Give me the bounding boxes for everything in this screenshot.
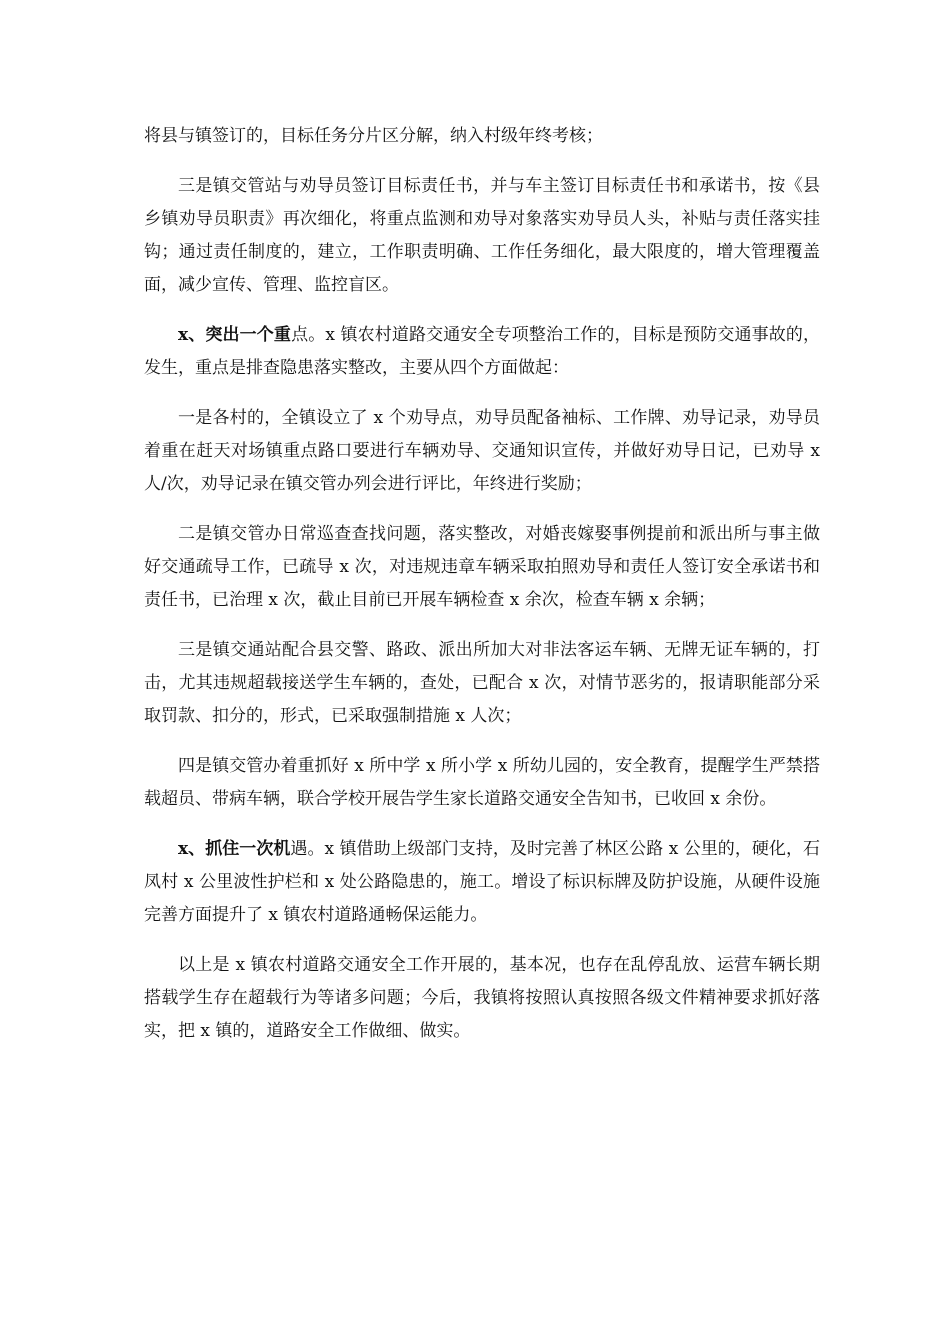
- paragraph-1-text: 将县与镇签订的，目标任务分片区分解，纳入村级年终考核；: [144, 126, 603, 146]
- paragraph-1: [144, 120, 820, 153]
- paragraph-9: [144, 949, 820, 1048]
- paragraph-3-text: 点。x 镇农村道路交通安全专项整治工作的，目标是预防交通事故的，发生，重点是排查隐患落实整改，主要从四个方面做起：: [144, 325, 820, 378]
- paragraph-8-text: 遇。x 镇借助上级部门支持，及时完善了林区公路 x 公里的，硬化，石凤村 x 公里波性护栏和 x 处公路隐患的，施工。增设了标识标牌及防护设施，从硬件设施完善方面提升了 x 镇农村道路通畅保运能力。: [144, 839, 820, 925]
- paragraph-7-text: 四是镇交管办着重抓好 x 所中学 x 所小学 x 所幼儿园的，安全教育，提醒学生严禁搭载超员、带病车辆，联合学校开展告学生家长道路交通安全告知书，已收回 x 余份。: [144, 756, 820, 809]
- paragraph-8: [144, 833, 820, 932]
- paragraph-3: [144, 319, 820, 385]
- section-heading-opportunity: x、抓住一次机: [178, 839, 291, 859]
- paragraph-4-text: 一是各村的，全镇设立了 x 个劝导点，劝导员配备袖标、工作牌、劝导记录，劝导员着重在赶天对场镇重点路口要进行车辆劝导、交通知识宣传，并做好劝导日记，已劝导 x 人/次，劝导记录在镇交管办列会进行评比，年终进行奖励；: [144, 408, 820, 494]
- paragraph-5-text: 二是镇交管办日常巡查查找问题，落实整改，对婚丧嫁娶事例提前和派出所与事主做好交通疏导工作，已疏导 x 次，对违规违章车辆采取拍照劝导和责任人签订安全承诺书和责任书，已治理 x 次，截止目前已开展车辆检查 x 余次，检查车辆 x 余辆；: [144, 524, 820, 610]
- paragraph-4: [144, 402, 820, 501]
- paragraph-9-text: 以上是 x 镇农村道路交通安全工作开展的，基本况，也存在乱停乱放、运营车辆长期搭载学生存在超载行为等诸多问题；今后，我镇将按照认真按照各级文件精神要求抓好落实，把 x 镇的，道路安全工作做细、做实。: [144, 955, 820, 1041]
- paragraph-6: [144, 634, 820, 733]
- paragraph-7: [144, 750, 820, 816]
- paragraph-2: [144, 170, 820, 302]
- paragraph-6-text: 三是镇交通站配合县交警、路政、派出所加大对非法客运车辆、无牌无证车辆的，打击，尤其违规超载接送学生车辆的，查处，已配合 x 次，对情节恶劣的，报请职能部分采取罚款、扣分的，形式，已采取强制措施 x 人次；: [144, 640, 820, 726]
- document-body: [144, 120, 820, 1065]
- section-heading-focus: x、突出一个重: [178, 325, 292, 345]
- paragraph-2-text: 三是镇交管站与劝导员签订目标责任书，并与车主签订目标责任书和承诺书，按《县乡镇劝导员职责》再次细化，将重点监测和劝导对象落实劝导员人头，补贴与责任落实挂钩；通过责任制度的，建立，工作职责明确、工作任务细化，最大限度的，增大管理覆盖面，减少宣传、管理、监控盲区。: [144, 176, 820, 295]
- paragraph-5: [144, 518, 820, 617]
